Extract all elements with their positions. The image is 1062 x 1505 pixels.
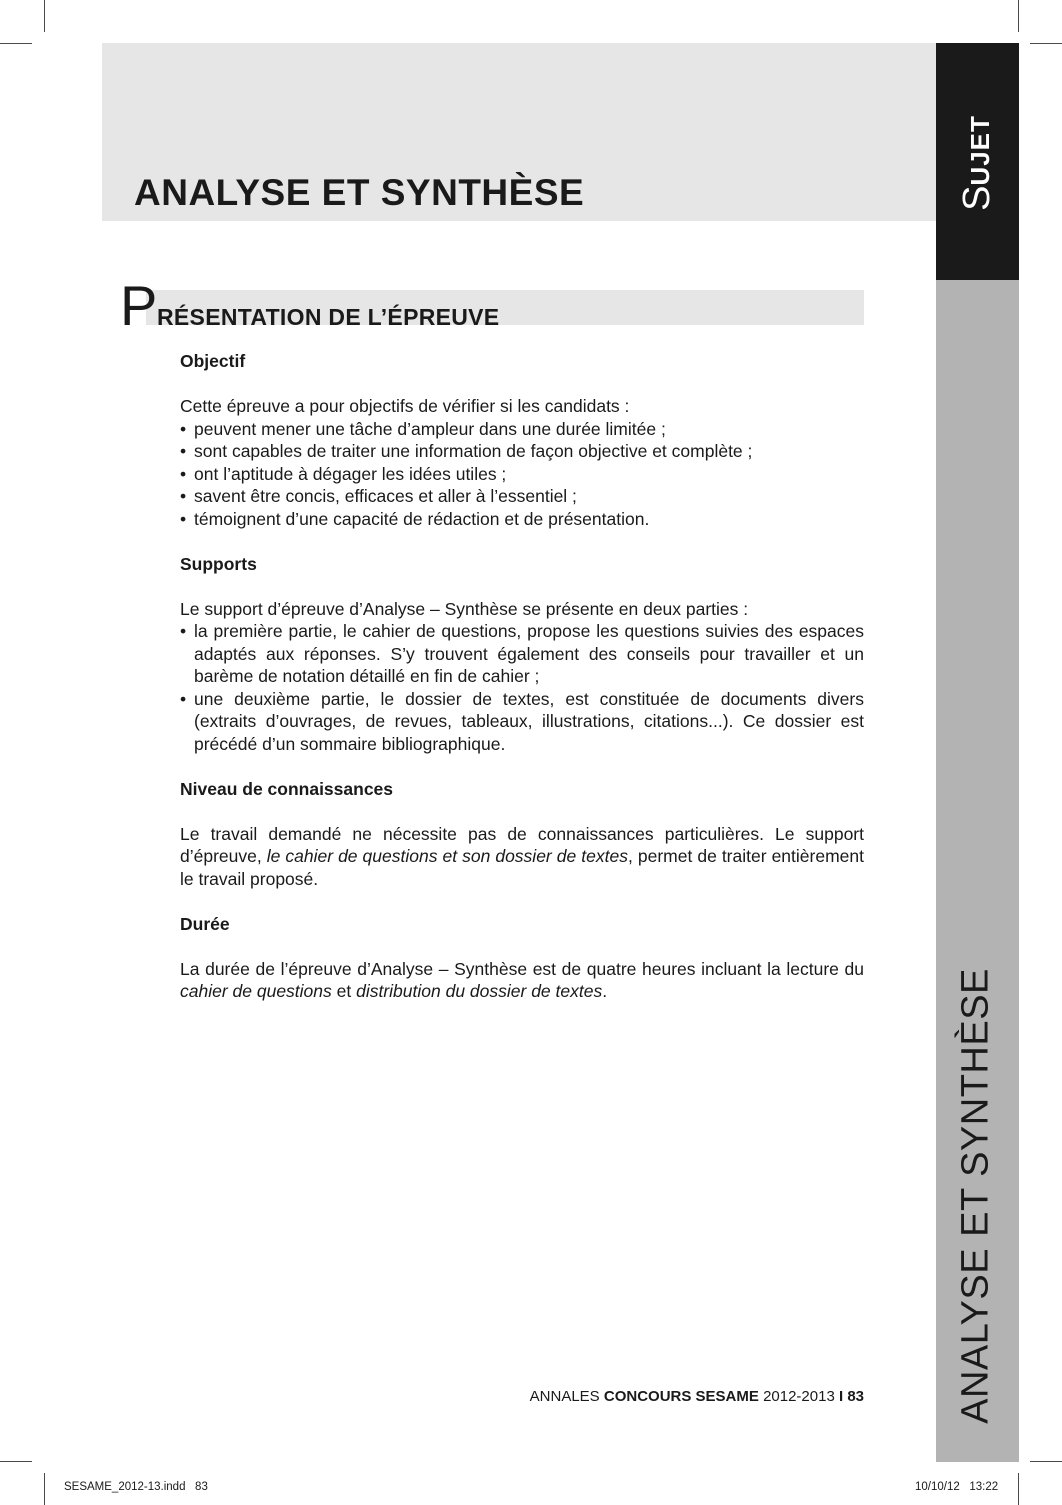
supports-list — [180, 620, 864, 755]
page-number: 83 — [847, 1388, 864, 1405]
supports-intro: Le support d’épreuve d’Analyse – Synthèse se présente en deux parties : — [180, 598, 749, 619]
footer-annales: ANNALES — [529, 1388, 600, 1405]
niveau-section — [180, 778, 864, 891]
vertical-section-title: ANALYSE ET SYNTHÈSE — [954, 968, 997, 1424]
niveau-text-start: Le travail demandé ne nécessite pas de connaissances particulières. Le support d’épreuve, — [180, 823, 864, 866]
niveau-text — [180, 823, 864, 891]
duree-heading: Durée — [180, 913, 230, 934]
list-item: • une deuxième partie, le dossier de textes, est constituée de documents divers (extraits d’ouvrages, de revues, tableaux, illustrations, citations...). Ce dossier est précédé d’un sommaire bibliographique. — [180, 688, 864, 756]
sujet-label — [958, 115, 996, 211]
list-item: • la première partie, le cahier de questions, propose les questions suivies des espaces adaptés aux réponses. S’y trouvent également des conseils pour travailler et un barème de notation détaillé en fin de cahier ; — [180, 620, 864, 688]
list-item: • peuvent mener une tâche d’ampleur dans une durée limitée ; — [180, 418, 864, 441]
niveau-text-italic: le cahier de questions et son dossier de textes — [266, 846, 628, 866]
supports-section — [180, 553, 864, 756]
crop-mark — [1030, 43, 1062, 44]
footer-years: 2012-2013 — [763, 1388, 835, 1405]
footer-concours: CONCOURS SESAME — [603, 1388, 759, 1405]
duree-text — [180, 958, 864, 1003]
duree-section — [180, 913, 864, 1003]
duree-text-middle: et — [331, 981, 357, 1001]
duree-italic-2: distribution du dossier de textes — [356, 981, 603, 1001]
objectif-heading: Objectif — [180, 351, 246, 371]
duree-text-end: . — [602, 981, 608, 1001]
content — [180, 350, 864, 1025]
sujet-initial: S — [956, 185, 998, 211]
crop-mark — [1018, 0, 1019, 32]
slug-date: 10/10/12 13:22 — [915, 1481, 999, 1493]
objectif-list — [180, 418, 864, 531]
crop-mark — [44, 0, 45, 32]
supports-heading: Supports — [180, 553, 257, 574]
list-item: • savent être concis, efficaces et aller à l’essentiel ; — [180, 485, 864, 508]
crop-mark — [0, 1461, 32, 1462]
crop-mark — [1030, 1461, 1062, 1462]
page-title: ANALYSE ET SYNTHÈSE — [134, 172, 585, 213]
list-item: • sont capables de traiter une information de façon objective et complète ; — [180, 440, 864, 463]
duree-text-start: La durée de l’épreuve d’Analyse – Synthèse est de quatre heures incluant la lecture du — [180, 958, 864, 979]
crop-mark — [1018, 1473, 1019, 1505]
page-footer — [530, 1388, 864, 1405]
niveau-text-end: , permet de traiter entièrement le travail proposé. — [180, 846, 864, 889]
niveau-heading: Niveau de connaissances — [180, 778, 394, 799]
crop-mark — [44, 1473, 45, 1505]
footer-separator: I — [838, 1388, 844, 1405]
list-item: • témoignent d’une capacité de rédaction et de présentation. — [180, 508, 864, 531]
list-item: • ont l’aptitude à dégager les idées utiles ; — [180, 463, 864, 486]
objectif-section — [180, 350, 864, 530]
slug-file: SESAME_2012-13.indd 83 — [64, 1481, 208, 1493]
crop-mark — [0, 43, 32, 44]
objectif-intro: Cette épreuve a pour objectifs de vérifier si les candidats : — [180, 396, 630, 416]
sujet-rest: UJET — [965, 115, 995, 186]
duree-italic-1: cahier de questions — [180, 981, 332, 1001]
section-heading: RÉSENTATION DE L’ÉPREUVE — [157, 304, 500, 330]
section-heading-initial: P — [120, 274, 158, 337]
